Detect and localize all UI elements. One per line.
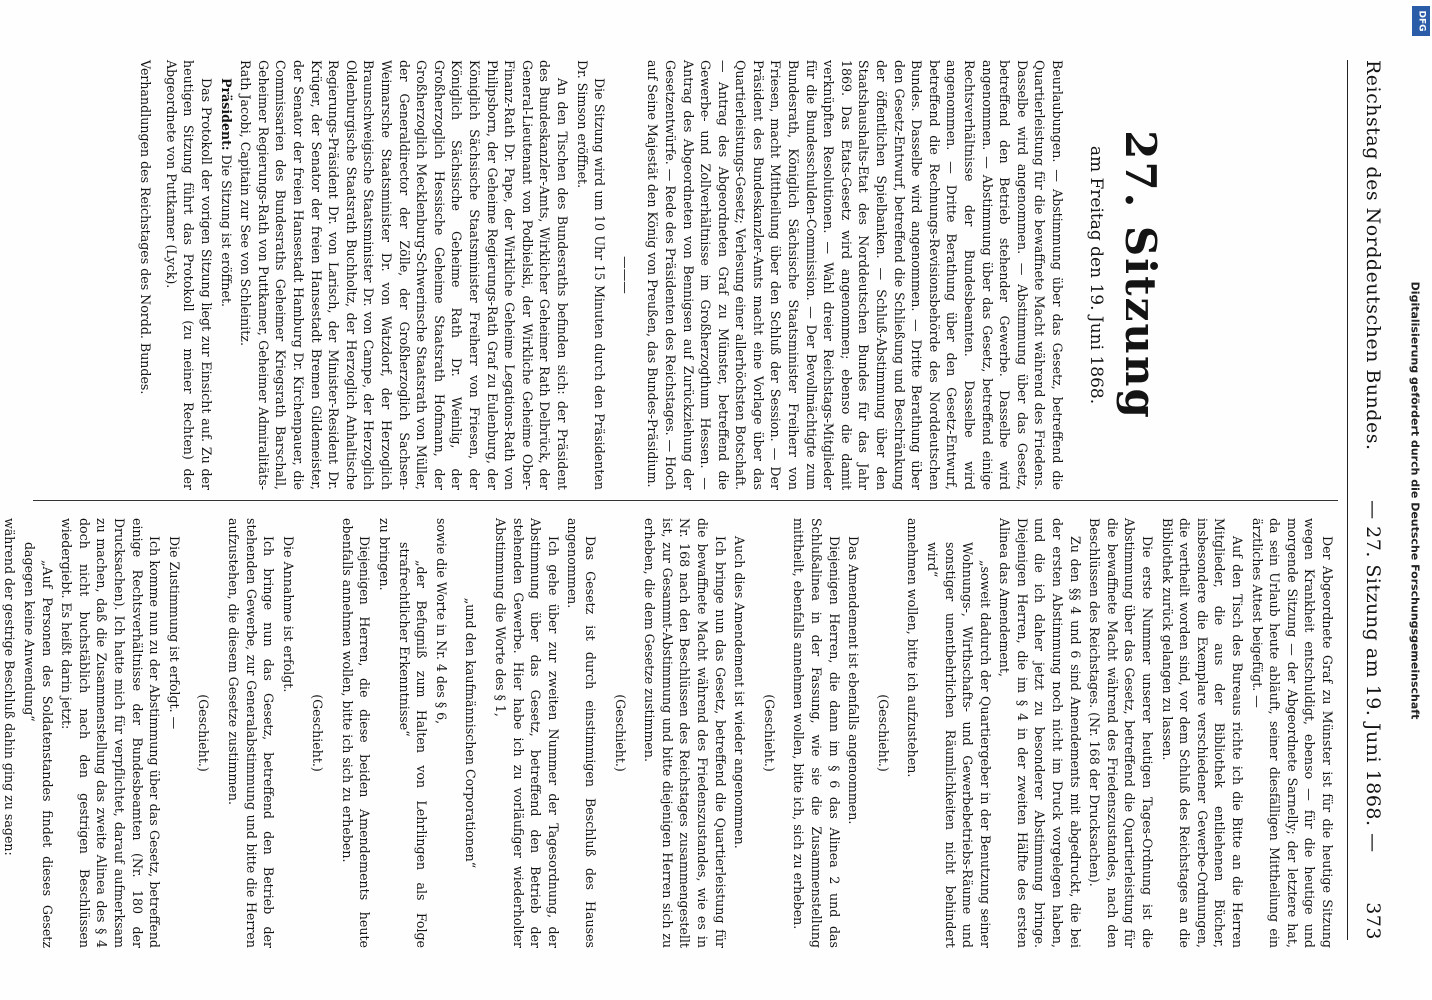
dfg-logo-icon [1412,6,1430,36]
stage-direction: (Geschieht.) [761,694,777,772]
paragraph: zu bringen. [377,518,393,591]
paragraph: Die Annahme ist erfolgt. [280,536,296,693]
paragraph: Zu den §§ 4 und 6 sind Amendements mit abgedruckt, die bei der ersten Abstimmung noch nicht im Druck vorgelegen haben, und die ich daher jetzt zu besonderer Abstimmung bringe. Diejenigen Herren, die im § 4 in der zweiten Hälfte des ersten Alinea das Amendement, [997,518,1083,948]
paragraph: Ich komme nun zu der Abstimmung über das Gesetz, betreffend einige Rechtsverhältnisse der Bundesbeamten (Nr. 180 der Drucksachen). Ich hatte mich für verpflichtet, darauf aufmerksam zu machen, daß die Zusammenstellung das zweite Alinea des § 4 doch nicht buchstäblich nach den gestrigen Beschlüssen wiedergiebt. Es heißt darin jetzt: [59,518,163,948]
paragraph: Ich bringe nun das Gesetz, betreffend die Quartierleistung für die bewaffnete Macht während des Friedenszustandes, wie es in Nr. 168 nach den Beschlüssen des Reichstages zusammengestellt ist, zur Gesammt-Abstimmung und bitte diejenigen Herren sich zu erheben, die dem Gesetze zustimmen. [642,518,728,948]
column-divider [33,500,1338,501]
paragraph: während der gestrige Beschluß dahin ging zu sagen: [2,518,18,856]
right-column [0,518,1336,948]
opening-text: Die Sitzung wird um 10 Uhr 15 Minuten durch den Präsidenten Dr. Simson eröffnet. [574,60,608,490]
paragraph: Der Abgeordnete Graf zu Münster ist für die heutige Sitzung wegen Krankheit entschuldigt, ebenso — für die heutige und morgende Sitzung — der Abgeordnete Sarnelly; der letztere hat, da sein Urlaub heute abläuft, seiner diesfälligen Mittheilung ein ärztliches Attest beigefügt. — [1249,518,1335,948]
stage-direction: (Geschieht.) [612,694,628,772]
digitization-note [1398,0,1432,1000]
quote: „soweit dadurch der Quartiergeber in der Benutzung seiner Wohnungs-, Wirthschafts- und Gewerbebetriebs-Räume und sonstiger unentbehrlichen Räumlichkeiten nicht behindert wird“ [924,542,993,948]
left-footer: Verhandlungen des Reichstages des Nordd. Bundes. [138,60,154,395]
quote: „Auf Personen des Soldatenstandes findet dieses Gesetz dagegen keine Anwendung“ [22,542,55,948]
dfg-logo-text: DFG [1416,10,1427,32]
president-label: Präsident: [218,78,234,151]
header-left: Reichstag des Norddeutschen Bundes. [1362,60,1384,451]
left-column [135,60,1336,490]
paragraph: Die erste Nummer unserer heutigen Tages-Ordnung ist die Abstimmung über das Gesetz, betreffend die Quartierleistung für die bewaffnete Macht während des Friedenszustandes, nach den Beschlüssen des Reichstages. (Nr. 168 der Drucksachen). [1087,518,1156,948]
quote: „der Befugniß zum Halten von Lehrlingen als Folge strafrechtlicher Erkenntnisse“ [396,542,430,948]
paragraph: Das Gesetz ist durch einstimmigen Beschluß des Hauses angenommen. [565,518,599,948]
paragraph: Ich gehe über zur zweiten Nummer der Tagesordnung, der Abstimmung über das Gesetz, betreffend den Betrieb der stehenden Gewerbe. Hier habe ich zu vorläufiger wiederholter Abstimmung die Worte des § 1, [493,518,561,948]
stage-direction: (Geschieht.) [310,694,326,772]
session-title [1084,60,1166,490]
stage-direction: (Geschieht.) [875,694,891,772]
paragraph: Ich bringe nun das Gesetz, betreffend den Betrieb der stehenden Gewerbe, zur Generalabstimmung und bitte die Herren aufzustehen, die diesem Gesetze zustimmen. [225,518,277,948]
council-members: An den Tischen des Bundesraths befinden sich: der Präsident des Bundeskanzler-Amts, Wirklicher Geheimer Rath Delbrück, der General-Lieutenant von Podbielski, der Wirkliche Geheime Ober-Finanz-Rath Dr. Pape, der Wirkliche Geheime Legations-Rath von Philipsborn, der Geheime Regierungs-Rath Graf zu Eulenburg, der Königlich Sächsische Staatsminister Freiherr von Friesen, der Königlich Sächsische Geheime Rath Dr. Weinlig, der Großherzoglich Hessische Geheime Staatsrath Hofmann, der Großherzoglich Mecklenburg-Schwerinsche Staatsrath von Müller, der Generaldirector der Zölle, der Großherzoglich Sachsen-Weimarsche Staatsminister Dr. von Watzdorf, der Herzoglich Braunschweigische Staatsminister Dr. von Campe, der Herzoglich Oldenburgische Staatsrath Buchholtz, der Herzoglich Anhaltische Regierungs-Präsident Dr. von Larisch, der Minister-Resident Dr. Krüger, der Senator der freien Hansestadt Bremen Gildemeister, der Senator der freien Hansestadt Hamburg Dr. Kirchenpauer, die Commissarien des Bundesraths Geheimer Kriegsrath Barschall, Geheimer Regierungs-Rath von Puttkamer, Geheimer Admiralitäts-Rath Jacobi, Capitain zur See von Schleinitz. [238,60,570,490]
paragraph: Das Amendement ist ebenfalls angenommen. [846,536,862,825]
quote: „und den kaufmännischen Corporationen“ [463,597,479,869]
president-speech [217,60,235,490]
paragraph: Diejenigen Herren, die diese beiden Amendements heute ebenfalls annehmen wollen, bitte ich sich zu erheben. [339,518,373,948]
paragraph: Die Zustimmung ist erfolgt. — [166,536,182,730]
page-number: 373 [1362,902,1384,940]
separator: ——— [617,256,633,294]
paragraph: sowie die Worte in Nr. 4 des § 6, [433,518,449,725]
protocol-text: Das Protokoll der vorigen Sitzung liegt zur Einsicht auf. Zu der heutigen Sitzung führt das Protokoll (zu meiner Rechten) der Abgeordnete von Puttkamer (Lyck). [163,60,215,490]
session-summary: Beurlaubungen. — Abstimmung über das Gesetz, betreffend die Quartierleistung für die bewaffnete Macht während des Friedens. Dasselbe wird angenommen. — Abstimmung über das Gesetz, betreffend den Betrieb stehender Gewerbe. Dasselbe wird angenommen. — Abstimmung über das Gesetz, betreffend einige Rechtsverhältnisse der Bundesbeamten. Dasselbe wird angenommen. — Dritte Berathung über den Gesetz-Entwurf, betreffend die Rechnungs-Revisionsbehörde des Norddeutschen Bundes. Dasselbe wird angenommen. — Dritte Berathung über den Gesetz-Entwurf, betreffend die Schließung und Beschränkung der öffentlichen Spielbanken. — Schluß-Abstimmung über den Staatshaushalts-Etat des Norddeutschen Bundes für das Jahr 1869. Das Etats-Gesetz wird angenommen; ebenso die damit verknüpften Resolutionen. — Wahl dreier Reichstags-Mitglieder für die Bundesschulden-Commission. — Der Bevollmächtigte zum Bundesrath, Königlich Sächsische Staatsminister Freiherr von Friesen, macht Mittheilung über den Schluß der Session. — Der Präsident des Bundeskanzler-Amts macht eine Vorlage über das Quartierleistungs-Gesetz; Verlesung einer allerhöchsten Botschaft. — Antrag des Abgeordneten Graf zu Münster, betreffend die Gewerbe- und Zollverhältnisse im Großherzogthum Hessen. — Antrag des Abgeordneten von Bennigsen auf Zurückziehung der Gesetzentwürfe. — Rede des Präsidenten des Reichstages. — Hoch auf Seine Majestät den König von Preußen, das Bundes-Präsidium. [645,60,1065,491]
stage-direction: (Geschieht.) [196,694,212,772]
paragraph: Auch dies Amendement ist wieder angenommen. [732,536,748,849]
paragraph: Auf den Tisch des Bureaus richte ich die Bitte an die Herren Mitglieder, die aus der Bibliothek entliehenen Bücher, insbesondere die Exemplare verschiedener Gewerbe-Ordnungen, die vertheilt worden sind, vor dem Schluß des Reichstages an die Bibliothek zurück gelangen zu lassen. [1159,518,1246,948]
paragraph: annehmen wollen, bitte ich aufzustehen. [905,518,921,778]
session-heading: 27. Sitzung [1116,130,1165,420]
header-center: — 27. Sitzung am 19. Juni 1868. — [1362,500,1384,853]
session-date: am Freitag den 19. Juni 1868. [1086,145,1106,405]
digitization-text: Digitalisierung gefördert durch die Deutsche Forschungsgemeinschaft [1408,281,1422,719]
paragraph: Diejenigen Herren, die dann im § 6 das Alinea 2 und das Schlußalinea in der Fassung, wie sie die Zusammenstellung mittheilt, ebenfalls annehmen wollen, bitte ich, sich zu erheben. [791,518,842,948]
page-header [1354,60,1384,940]
president-text: Die Sitzung ist eröffnet. [218,154,234,308]
header-rule [1347,60,1348,940]
